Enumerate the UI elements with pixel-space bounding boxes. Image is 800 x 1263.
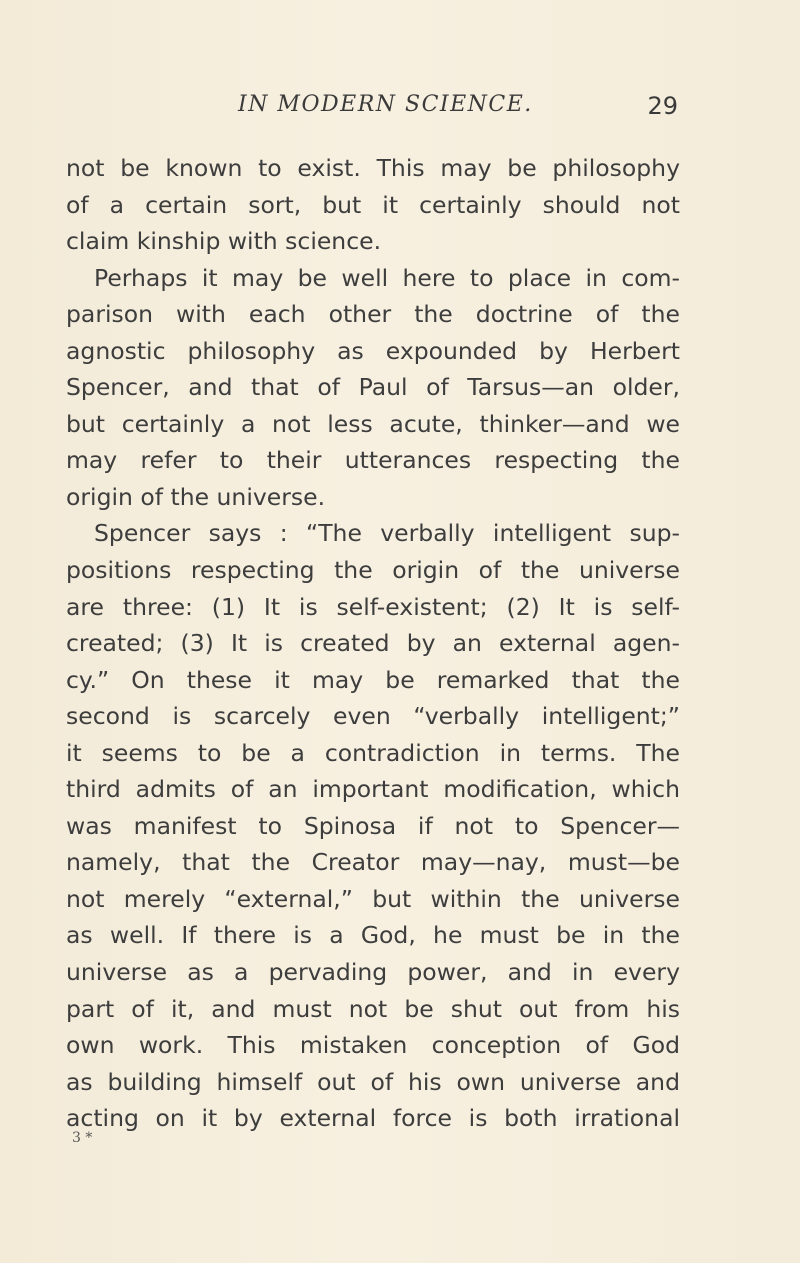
text-line: acting on it by external force is both irrational	[66, 1104, 680, 1133]
text-line: as well. If there is a God, he must be in the	[66, 921, 680, 950]
text-line: agnostic philosophy as expounded by Herbert	[66, 336, 680, 365]
text-line: origin of the universe.	[66, 482, 326, 511]
text-line: may refer to their utterances respecting the	[66, 446, 680, 475]
page-number: 29	[647, 92, 678, 120]
text-line: third admits of an important modification, which	[66, 775, 680, 804]
text-line: was manifest to Spinosa if not to Spencer—	[66, 811, 680, 840]
text-line: claim kinship with science.	[66, 227, 382, 256]
text-line: it seems to be a contradiction in terms. The	[66, 738, 680, 767]
text-line: of a certain sort, but it certainly should not	[66, 190, 680, 219]
text-line: not merely “external,” but within the universe	[66, 884, 680, 913]
text-line: are three: (1) It is self-existent; (2) It is self-	[66, 592, 680, 621]
text-line: Spencer, and that of Paul of Tarsus—an older,	[66, 373, 680, 402]
running-head	[238, 92, 678, 128]
text-line: parison with each other the doctrine of the	[66, 300, 680, 329]
text-line: namely, that the Creator may—nay, must—be	[66, 848, 680, 877]
body-text	[66, 150, 680, 1137]
text-line: Perhaps it may be well here to place in com-	[94, 263, 680, 292]
text-line: not be known to exist. This may be philosophy	[66, 154, 680, 182]
text-line: but certainly a not less acute, thinker—and we	[66, 409, 680, 438]
signature-mark: 3 *	[72, 1130, 93, 1146]
text-line: positions respecting the origin of the universe	[66, 556, 680, 585]
text-line: part of it, and must not be shut out from his	[66, 994, 680, 1023]
text-line: cy.” On these it may be remarked that the	[66, 665, 680, 694]
text-line: created; (3) It is created by an external agen-	[66, 629, 680, 658]
text-line: universe as a pervading power, and in every	[66, 958, 680, 987]
text-line: second is scarcely even “verbally intelligent;”	[66, 702, 680, 731]
text-line: as building himself out of his own universe and	[66, 1067, 680, 1096]
text-line: Spencer says : “The verbally intelligent sup-	[94, 519, 680, 548]
running-title: IN MODERN SCIENCE.	[238, 92, 533, 117]
text-line: own work. This mistaken conception of God	[66, 1031, 680, 1060]
